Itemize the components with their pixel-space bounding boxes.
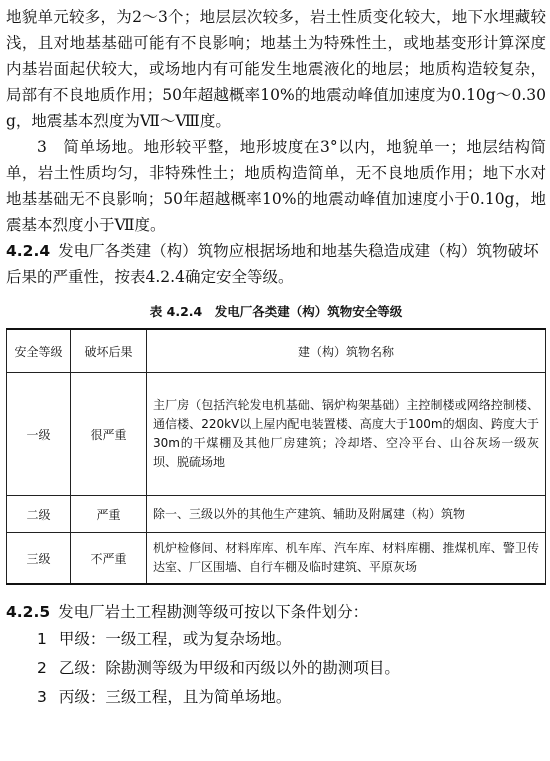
clause-text: 发电厂各类建（构）筑物应根据场地和地基失稳造成建（构）筑物破坏后果的严重性，按表4.2.4确定安全等级。: [6, 242, 539, 286]
list-item: [6, 654, 546, 683]
grade-cell: 三级: [7, 533, 71, 585]
buildings-cell: 机炉检修间、材料库库、机车库、汽车库、材料库棚、推煤机库、警卫传达室、厂区围墙、自行车棚及临时建筑、平原灰场: [147, 533, 546, 585]
buildings-cell: 主厂房（包括汽轮发电机基础、锅炉构架基础）主控制楼或网络控制楼、通信楼、220kV以上屋内配电装置楼、高度大于100m的烟囱、跨度大于30m的干煤棚及其他厂房建筑；冷却塔、空冷平台、山谷灰场一级灰坝、脱硫场地: [147, 373, 546, 496]
header-safety-grade: 安全等级: [7, 329, 71, 373]
list-index: 3: [37, 688, 47, 706]
continued-paragraph: 地貌单元较多，为2～3个；地层层次较多，岩土性质变化较大，地下水埋藏较浅，且对地基基础可能有不良影响；地基土为特殊性土，或地基变形计算深度内基岩面起伏较大，或场地内有可能发生地震液化的地层；地质构造较复杂，局部有不良地质作用；50年超越概率10%的地震动峰值加速度为0.10g～0.30g，地震基本烈度为Ⅶ～Ⅷ度。: [6, 8, 546, 130]
table-caption: 表 4.2.4 发电厂各类建（构）筑物安全等级: [149, 304, 403, 319]
table-row: [7, 496, 546, 533]
table-header-row: [7, 329, 546, 373]
table-row: [7, 373, 546, 496]
clause-number: 4.2.5: [6, 603, 51, 621]
clause-4-2-4: [6, 238, 546, 290]
clause-text: 发电厂岩土工程勘测等级可按以下条件划分：: [58, 603, 369, 621]
clause-number: 4.2.4: [6, 242, 51, 260]
safety-grade-table: [6, 328, 546, 585]
buildings-cell: 除一、三级以外的其他生产建筑、辅助及附属建（构）筑物: [147, 496, 546, 533]
grade-cell: 一级: [7, 373, 71, 496]
consequence-cell: 严重: [71, 496, 147, 533]
clause-4-2-5: [6, 599, 546, 625]
consequence-cell: 不严重: [71, 533, 147, 585]
list-item: [6, 625, 546, 654]
list-index: 2: [37, 659, 47, 677]
table-row: [7, 533, 546, 585]
list-text: 甲级：一级工程，或为复杂场地。: [58, 630, 292, 648]
list-text: 丙级：三级工程，且为简单场地。: [58, 688, 292, 706]
list-index: 1: [37, 630, 47, 648]
list-text: 乙级：除勘测等级为甲级和丙级以外的勘测项目。: [58, 659, 400, 677]
header-consequence: 破坏后果: [71, 329, 147, 373]
simple-site-paragraph: 3 简单场地。地形较平整，地形坡度在3°以内，地貌单一；地层结构简单，岩土性质均匀，非特殊性土；地质构造简单，无不良地质作用；地下水对地基基础无不良影响；50年超越概率10%的地震动峰值加速度小于0.10g，地震基本烈度小于Ⅶ度。: [6, 138, 546, 234]
document-page: [6, 4, 546, 712]
list-item: [6, 683, 546, 712]
header-building-name: 建（构）筑物名称: [147, 329, 546, 373]
grade-cell: 二级: [7, 496, 71, 533]
consequence-cell: 很严重: [71, 373, 147, 496]
